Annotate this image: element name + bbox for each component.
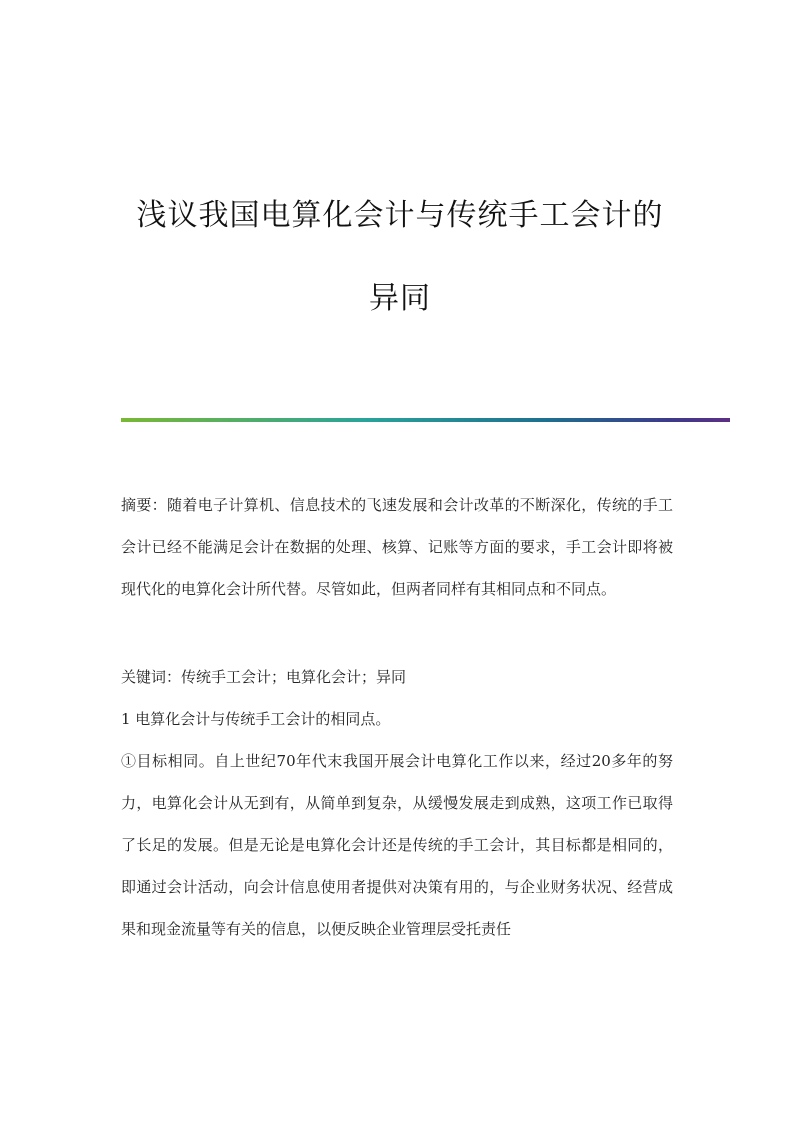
section-heading: 1 电算化会计与传统手工会计的相同点。 — [121, 710, 391, 728]
title-divider — [121, 418, 730, 422]
body-paragraph: ①目标相同。自上世纪70年代末我国开展会计电算化工作以来，经过20多年的努力，电算化会计从无到有，从简单到复杂，从缓慢发展走到成熟，这项工作已取得了长足的发展。但是无论是电算化会计还是传统的手工会计，其目标都是相同的，即通过会计活动，向会计信息使用者提供对决策有用的，与企业财务状况、经营成果和现金流量等有关的信息，以便反映企业管理层受托责任 — [121, 752, 673, 938]
document-title-line-1: 浅议我国电算化会计与传统手工会计的 — [136, 198, 664, 233]
keywords-line: 关键词：传统手工会计；电算化会计；异同 — [121, 668, 407, 686]
document-title-line-2: 异同 — [369, 281, 431, 316]
abstract-paragraph: 摘要：随着电子计算机、信息技术的飞速发展和会计改革的不断深化，传统的手工会计已经不能满足会计在数据的处理、核算、记账等方面的要求，手工会计即将被现代化的电算化会计所代替。尽管如此，但两者同样有其相同点和不同点。 — [121, 496, 673, 598]
